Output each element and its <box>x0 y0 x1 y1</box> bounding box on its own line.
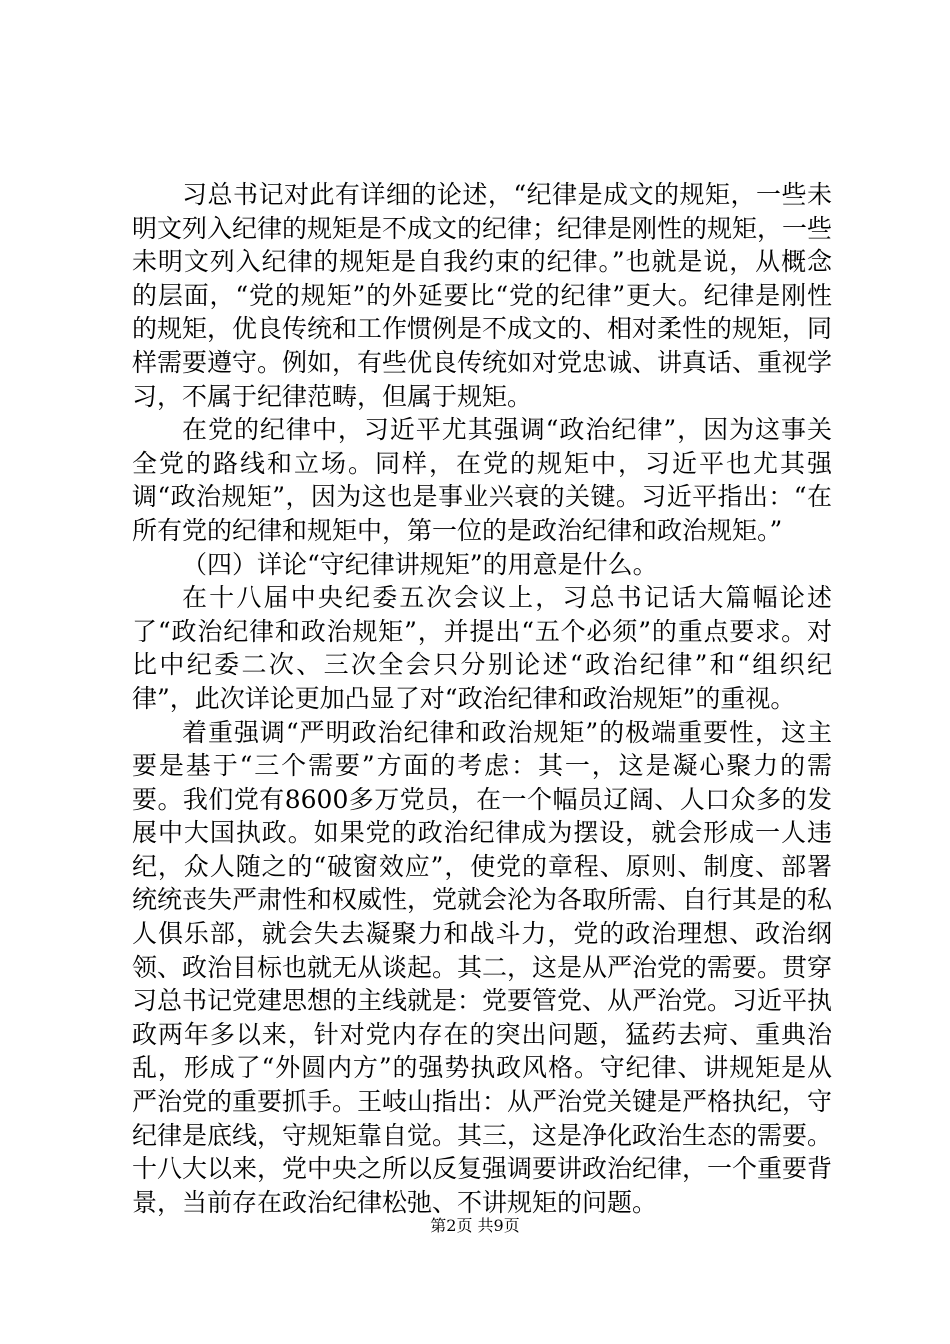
paragraph-1: 习总书记对此有详细的论述，“纪律是成文的规矩，一些未明文列入纪律的规矩是不成文的纪律；纪律是刚性的规矩，一些未明文列入纪律的规矩是自我约束的纪律。”也就是说，从概念的层面，“党的规矩”的外延要比“党的纪律”更大。纪律是刚性的规矩，优良传统和工作惯例是不成文的、相对柔性的规矩，同样需要遵守。例如，有些优良传统如对党忠诚、讲真话、重视学习，不属于纪律范畴，但属于规矩。 <box>132 180 833 411</box>
document-body <box>132 178 832 1219</box>
section-heading-4: （四）详论“守纪律讲规矩”的用意是什么。 <box>182 549 658 579</box>
paragraph-2: 在党的纪律中，习近平尤其强调“政治纪律”，因为这事关全党的路线和立场。同样，在党的规矩中，习近平也尤其强调“政治规矩”，因为这也是事业兴衰的关键。习近平指出：“在所有党的纪律和规矩中，第一位的是政治纪律和政治规矩。” <box>132 415 832 545</box>
paragraph-3: 在十八届中央纪委五次会议上，习总书记话大篇幅论述了“政治纪律和政治规矩”，并提出“五个必须”的重点要求。对比中纪委二次、三次全会只分别论述“政治纪律”和“组织纪律”，此次详论更加凸显了对“政治纪律和政治规矩”的重视。 <box>132 583 832 713</box>
page-number-footer: 第2页 共9页 <box>430 1216 520 1235</box>
paragraph-4: 着重强调“严明政治纪律和政治规矩”的极端重要性，这主要是基于“三个需要”方面的考虑：其一，这是凝心聚力的需要。我们党有8600多万党员，在一个幅员辽阔、人口众多的发展中大国执政。如果党的政治纪律成为摆设，就会形成一人违纪，众人随之的“破窗效应”，使党的章程、原则、制度、部署统统丧失严肃性和权威性，党就会沦为各取所需、自行其是的私人俱乐部，就会失去凝聚力和战斗力，党的政治理想、政治纲领、政治目标也就无从谈起。其二，这是从严治党的需要。贯穿习总书记党建思想的主线就是：党要管党、从严治党。习近平执政两年多以来，针对党内存在的突出问题，猛药去疴、重典治乱，形成了“外圆内方”的强势执政风格。守纪律、讲规矩是从严治党的重要抓手。王岐山指出：从严治党关键是严格执纪，守纪律是底线，守规矩靠自觉。其三，这是净化政治生态的需要。十八大以来，党中央之所以反复强调要讲政治纪律，一个重要背景，当前存在政治纪律松弛、不讲规矩的问题。 <box>132 717 833 1217</box>
